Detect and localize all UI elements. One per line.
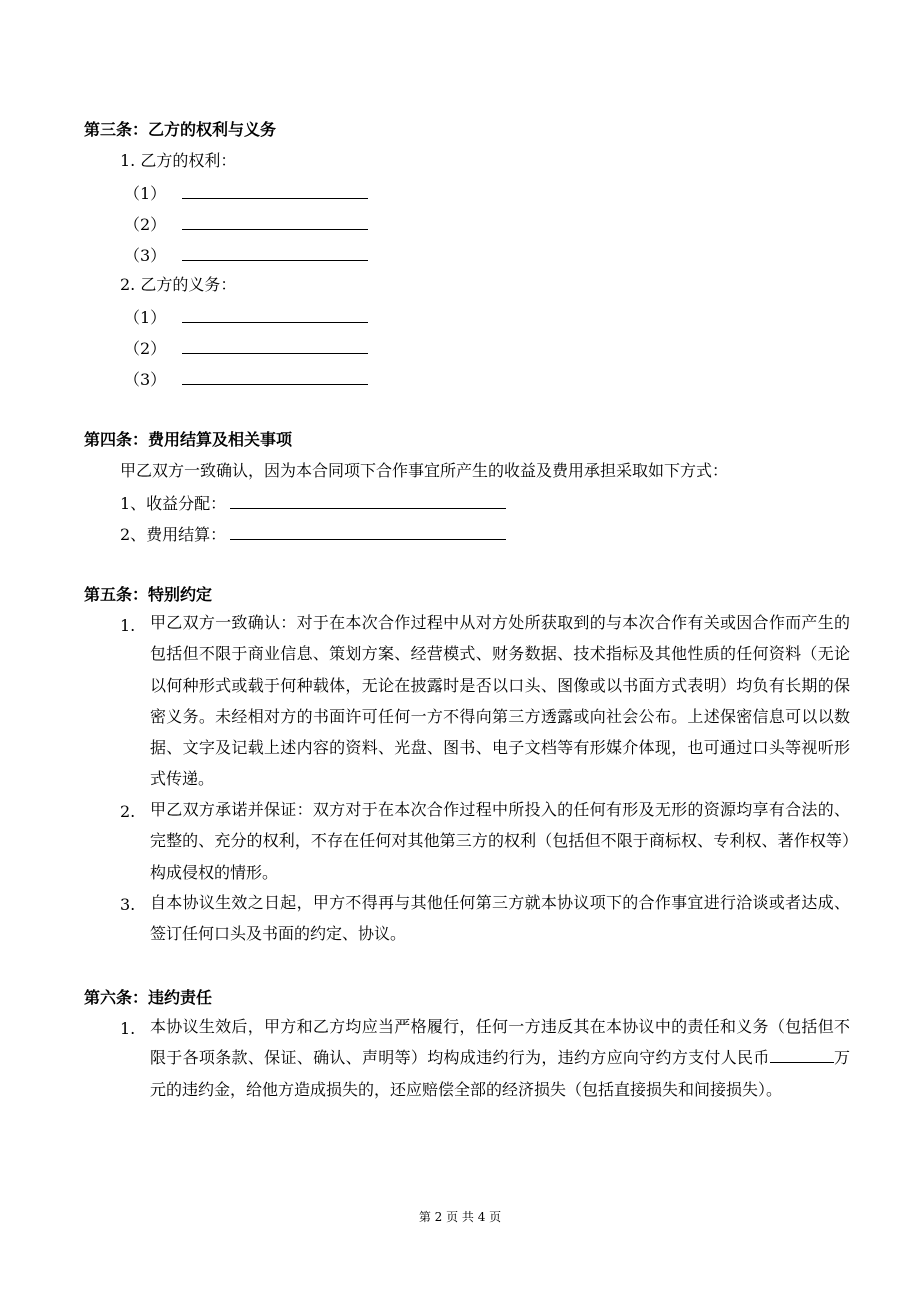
article-4-title: 第四条：费用结算及相关事项	[84, 430, 293, 449]
article-3-title: 第三条：乙方的权利与义务	[84, 120, 277, 139]
duties-label: 2. 乙方的义务：	[120, 275, 237, 294]
clause-5-3-number: 3.	[120, 895, 136, 914]
clause-6-1-text: 本协议生效后，甲方和乙方均应当严格履行，任何一方违反其在本协议中的责任和义务（包括但不限于各项条款、保证、确认、声明等）均构成违约行为，违约方应向守约方支付人民币 万元的违约金，给他方造成损失的，还应赔偿全部的经济损失（包括直接损失和间接损失）。	[150, 1017, 850, 1099]
revenue-line: 1、收益分配：	[120, 491, 506, 515]
rights-blank-3[interactable]	[182, 243, 368, 261]
clause-6-1-number: 1.	[120, 1019, 136, 1038]
rights-item-3: （3）	[124, 243, 368, 267]
duties-item-1: （1）	[124, 305, 368, 329]
article-6-title: 第六条：违约责任	[84, 988, 213, 1007]
page-number: 第 2 页 共 4 页	[418, 1210, 502, 1224]
clause-5-1-number: 1.	[120, 616, 136, 635]
article-5-title: 第五条：特别约定	[84, 585, 213, 604]
duties-item-2: （2）	[124, 336, 368, 360]
duties-blank-1[interactable]	[182, 305, 368, 323]
article-4-intro: 甲乙双方一致确认，因为本合同项下合作事宜所产生的收益及费用承担采取如下方式：	[120, 461, 729, 480]
rights-blank-2[interactable]	[182, 212, 368, 230]
cost-line: 2、费用结算：	[120, 522, 506, 546]
cost-blank[interactable]	[230, 522, 506, 540]
clause-5-2-number: 2.	[120, 802, 136, 821]
rights-item-2: （2）	[124, 212, 368, 236]
clause-5-2-text: 甲乙双方承诺并保证：双方对于在本次合作过程中所投入的任何有形及无形的资源均享有合法的、完整的、充分的权利，不存在任何对其他第三方的权利（包括但不限于商标权、专利权、著作权等）构成侵权的情形。	[150, 800, 850, 882]
penalty-amount-blank[interactable]	[770, 1045, 834, 1063]
rights-blank-1[interactable]	[182, 181, 368, 199]
duties-blank-2[interactable]	[182, 336, 368, 354]
clause-5-3-text: 自本协议生效之日起，甲方不得再与其他任何第三方就本协议项下的合作事宜进行洽谈或者达成、签订任何口头及书面的约定、协议。	[150, 893, 850, 944]
rights-label: 1. 乙方的权利：	[120, 151, 237, 170]
clause-5-1-text: 甲乙双方一致确认：对于在本次合作过程中从对方处所获取到的与本次合作有关或因合作而产生的包括但不限于商业信息、策划方案、经营模式、财务数据、技术指标及其他性质的任何资料（无论以何种形式或载于何种载体，无论在披露时是否以口头、图像或以书面方式表明）均负有长期的保密义务。未经相对方的书面许可任何一方不得向第三方透露或向社会公布。上述保密信息可以以数据、文字及记载上述内容的资料、光盘、图书、电子文档等有形媒介体现，也可通过口头等视听形式传递。	[150, 613, 850, 789]
duties-blank-3[interactable]	[182, 367, 368, 385]
duties-item-3: （3）	[124, 367, 368, 391]
rights-item-1: （1）	[124, 181, 368, 205]
revenue-blank[interactable]	[230, 491, 506, 509]
